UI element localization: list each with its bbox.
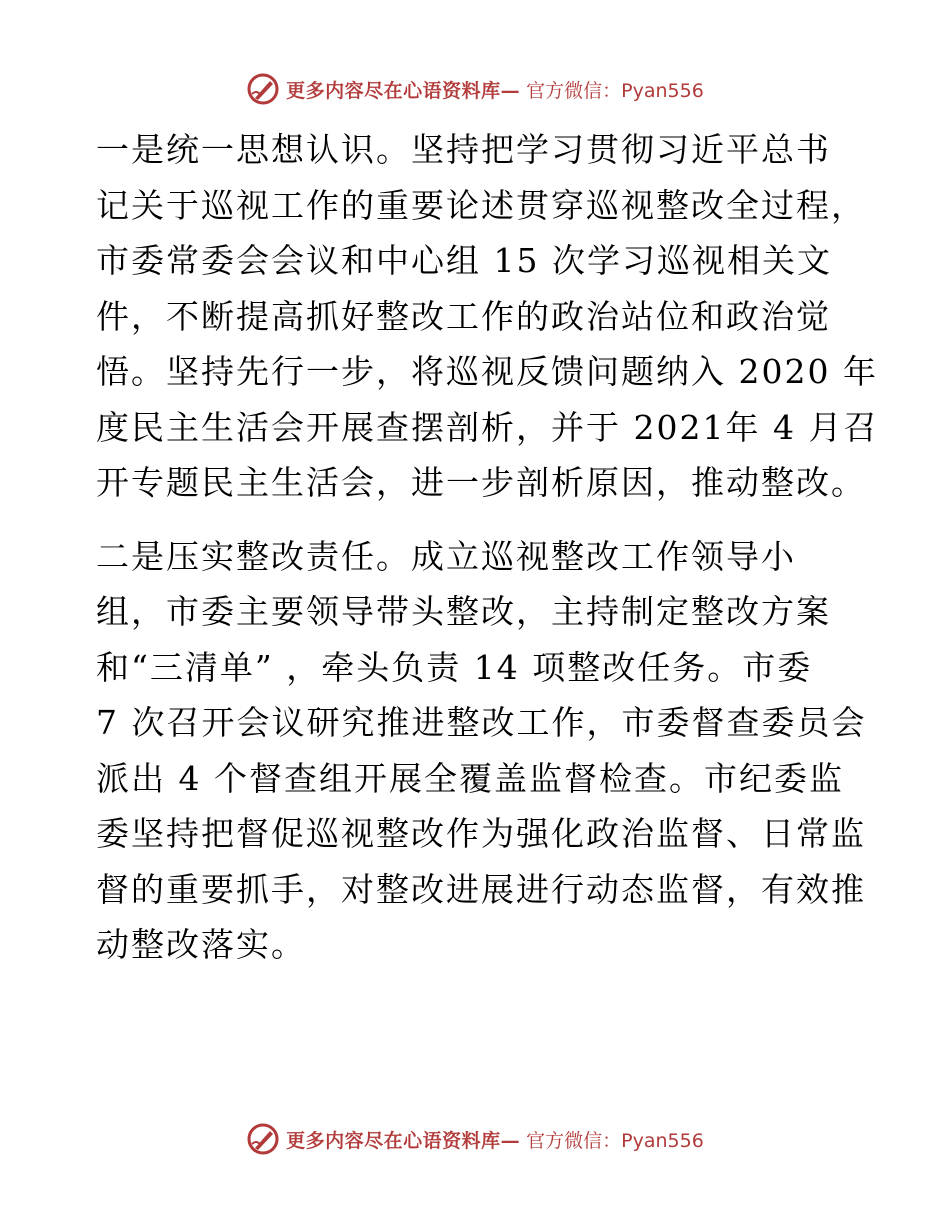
footer-watermark [0, 1122, 950, 1156]
paragraph-line: 二是压实整改责任。成立巡视整改工作领导小 [96, 536, 796, 576]
paragraph-line: 开专题民主生活会，进一步剖析原因，推动整改。 [96, 463, 866, 502]
paragraph-line: 和“三清单” ，牵头负责 14 项整改任务。市委 [96, 647, 813, 687]
watermark-wechat: 官方微信：Pyan556 [526, 1129, 704, 1152]
paragraph-line: 督的重要抓手，对整改进展进行动态监督，有效推 [96, 869, 866, 909]
paragraph-1 [96, 122, 879, 511]
quill-circle-logo-icon [246, 1122, 280, 1156]
watermark-wechat: 官方微信：Pyan556 [526, 79, 704, 102]
paragraph-line: 市委常委会会议和中心组 15 次学习巡视相关文 [96, 241, 832, 280]
paragraph-2 [96, 529, 867, 973]
paragraph-line: 派出 4 个督查组开展全覆盖监督检查。市纪委监 [96, 758, 844, 798]
header-watermark [0, 72, 950, 106]
paragraph-line: 一是统一思想认识。坚持把学习贯彻习近平总书 [96, 130, 831, 169]
document-body [96, 122, 879, 991]
paragraph-line: 件，不断提高抓好整改工作的政治站位和政治觉 [96, 296, 831, 336]
paragraph-line: 记关于巡视工作的重要论述贯穿巡视整改全过程， [96, 185, 866, 225]
watermark-slogan: 更多内容尽在心语资料库— [286, 79, 521, 102]
watermark-slogan: 更多内容尽在心语资料库— [286, 1129, 521, 1152]
quill-circle-logo-icon [246, 72, 280, 106]
paragraph-line: 7 次召开会议研究推进整改工作，市委督查委员会 [96, 703, 867, 742]
paragraph-line: 组，市委主要领导带头整改，主持制定整改方案 [96, 592, 831, 631]
paragraph-line: 委坚持把督促巡视整改作为强化政治监督、日常监 [96, 814, 866, 853]
paragraph-line: 悟。坚持先行一步，将巡视反馈问题纳入 2020 年 [96, 352, 878, 391]
paragraph-line: 度民主生活会开展查摆剖析，并于 2021年 4 月召 [96, 407, 879, 447]
paragraph-line: 动整改落实。 [96, 925, 306, 964]
